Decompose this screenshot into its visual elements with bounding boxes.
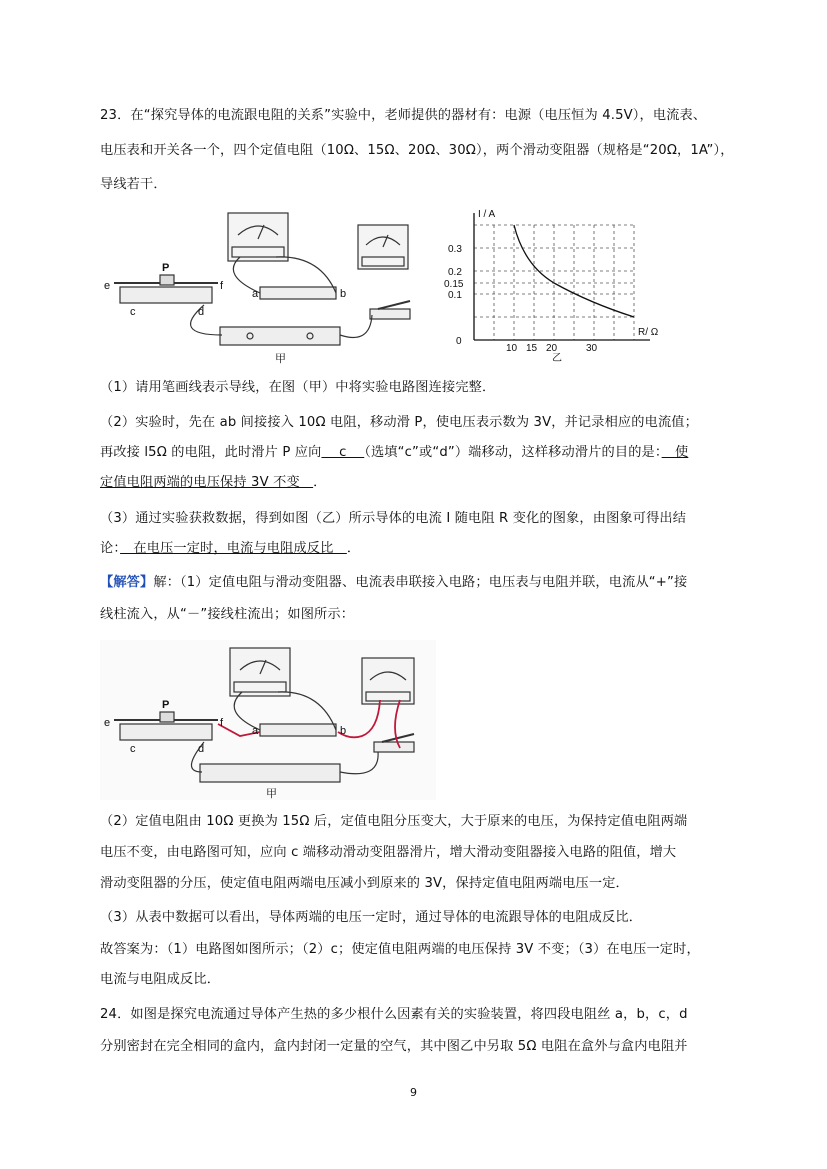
x-axis-label: R/ Ω xyxy=(638,327,659,338)
sol-label-e: e xyxy=(104,717,111,729)
sub2-blank-purpose: 定值电阻两端的电压保持 3V 不变 xyxy=(100,475,314,490)
x-tick-20: 20 xyxy=(546,343,558,354)
sol-figure-label-jia: 甲 xyxy=(266,788,277,800)
resistor-icon xyxy=(260,724,336,736)
label-a: a xyxy=(252,288,259,300)
origin-label: 0 xyxy=(456,336,462,347)
solution-line2: 线柱流入，从“－”接线柱流出；如图所示： xyxy=(100,607,355,622)
sub3-text: 论： xyxy=(100,541,121,556)
sol-label-f: f xyxy=(220,717,224,729)
sol-label-d: d xyxy=(198,743,205,755)
x-tick-10: 10 xyxy=(506,343,518,354)
answer-line1: 故答案为：（1）电路图如图所示；（2）c；使定值电阻两端的电压保持 3V 不变；（3）在电压一定时， xyxy=(100,942,700,957)
x-tick-30: 30 xyxy=(586,343,598,354)
q23-line2: 电压表和开关各一个，四个定值电阻（10Ω、15Ω、20Ω、30Ω），两个滑动变阻器（规格是“20Ω，1A”）， xyxy=(100,143,734,158)
y-tick-0.1: 0.1 xyxy=(448,290,462,301)
sub3-blank-conclusion: 在电压一定时，电流与电阻成反比 xyxy=(120,541,347,556)
sub2-text-b: （选填“c”或“d”）端移动，这样移动滑片的目的是： xyxy=(364,445,662,460)
sub2-blank-c: c xyxy=(321,445,365,460)
sol-label-c: c xyxy=(130,743,136,755)
y-tick-0.15: 0.15 xyxy=(444,279,464,290)
q23-sub1: （1）请用笔画线表示导线，在图（甲）中将实验电路图连接完整． xyxy=(100,380,496,395)
x-tick-15: 15 xyxy=(526,343,538,354)
q23-sub3-line1: （3）通过实验获救数据，得到如图（乙）所示导体的电流 I 随电阻 R 变化的图象，由图象可得出结 xyxy=(100,511,687,526)
q24-line1: 24．如图是探究电流通过导体产生热的多少根什么因素有关的实验装置，将四段电阻丝 a，b，c，d xyxy=(100,1007,688,1022)
q23-sub2-line3 xyxy=(100,473,730,493)
figure-label-yi: 乙 xyxy=(552,353,562,364)
battery-icon xyxy=(220,327,340,345)
label-P: P xyxy=(162,262,170,274)
solution-s2-line3: 滑动变阻器的分压，使定值电阻两端电压减小到原来的 3V，保持定值电阻两端电压一定． xyxy=(100,876,629,891)
sol-label-b: b xyxy=(340,725,347,737)
sub2-end: ． xyxy=(313,475,327,490)
solution-s1-text: 解：（1）定值电阻与滑动变阻器、电流表串联接入电路；电压表与电阻并联，电流从“+”接 xyxy=(153,575,688,590)
resistor-icon xyxy=(260,287,336,299)
switch-icon xyxy=(370,301,410,319)
page-number: 9 xyxy=(410,1086,417,1099)
sub2-blank-purpose-start: 使 xyxy=(661,445,689,460)
y-tick-0.2: 0.2 xyxy=(448,267,462,278)
sol-label-P: P xyxy=(162,699,170,711)
circuit-figure-jia xyxy=(100,205,420,365)
voltmeter-icon xyxy=(228,213,288,261)
sol-label-a: a xyxy=(252,725,259,737)
label-e: e xyxy=(104,280,111,292)
label-c: c xyxy=(130,306,136,318)
y-axis-label: I / A xyxy=(478,209,496,220)
rheostat-icon xyxy=(120,287,212,303)
solution-s2-line2: 电压不变，由电路图可知，应向 c 端移动滑动变阻器滑片，增大滑动变阻器接入电路的阻值，增大 xyxy=(100,845,677,860)
label-b: b xyxy=(340,288,347,300)
y-tick-0.3: 0.3 xyxy=(448,244,462,255)
label-f: f xyxy=(220,280,224,292)
solution-s2-line1: （2）定值电阻由 10Ω 更换为 15Ω 后，定值电阻分压变大，大于原来的电压，为保持定值电阻两端 xyxy=(100,814,688,829)
ammeter-icon xyxy=(362,658,414,704)
q23-sub3-line2 xyxy=(100,539,730,559)
solution-circuit-figure xyxy=(100,640,436,800)
solution-line1 xyxy=(100,573,730,593)
figure-label-jia: 甲 xyxy=(275,353,286,365)
graph-figure-yi xyxy=(440,205,680,365)
q23-sub2-line2 xyxy=(100,443,730,463)
q24-line2: 分别密封在完全相同的盒内，盒内封闭一定量的空气，其中图乙中另取 5Ω 电阻在盒外与盒内电阻并 xyxy=(100,1039,688,1054)
sub3-end: ． xyxy=(346,541,361,556)
answer-tag: 【解答】 xyxy=(100,575,154,590)
q23-sub2-line1: （2）实验时，先在 ab 间接接入 10Ω 电阻，移动滑 P，使电压表示数为 3V，并记录相应的电流值； xyxy=(100,415,698,430)
battery-icon xyxy=(200,764,340,782)
sub2-text-a: 再改接 l5Ω 的电阻，此时滑片 P 应向 xyxy=(100,445,322,460)
rheostat-icon xyxy=(120,724,212,740)
solution-s3: （3）从表中数据可以看出，导体两端的电压一定时，通过导体的电流跟导体的电阻成反比． xyxy=(100,910,643,925)
q23-line3: 导线若干． xyxy=(100,177,167,192)
q23-line1: 23．在“探究导体的电流跟电阻的关系”实验中，老师提供的器材有：电源（电压恒为 4.5V），电流表、 xyxy=(100,108,707,123)
voltmeter-icon xyxy=(230,648,290,696)
label-d: d xyxy=(198,306,205,318)
answer-line2: 电流与电阻成反比． xyxy=(100,972,221,987)
